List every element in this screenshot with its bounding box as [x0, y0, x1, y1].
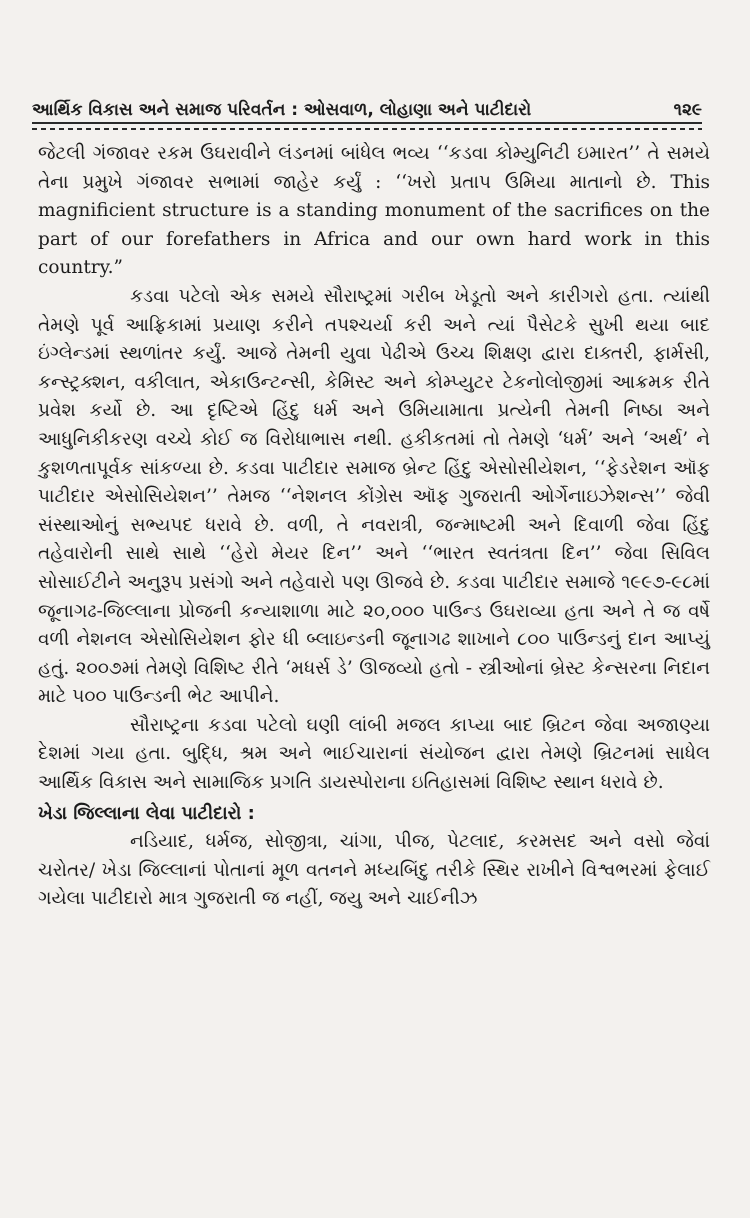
running-header [32, 86, 702, 120]
paragraph-3: સૌરાષ્ટ્રના કડવા પટેલો ઘણી લાંબી મજલ કાપ્યા બાદ બ્રિટન જેવા અજાણ્યા દેશમાં ગયા હતા. બુદ્ધિ, શ્રમ અને ભાઈચારાનાં સંયોજન દ્વારા તેમણે બ્રિટનમાં સાધેલ આર્થિક વિકાસ અને સામાજિક પ્રગતિ ડાયસ્પોરાના ઇતિહાસમાં વિશિષ્ટ સ્થાન ધરાવે છે. [38, 714, 710, 794]
header-rule [32, 122, 702, 130]
body-text [38, 140, 710, 914]
paragraph-2: કડવા પટેલો એક સમયે સૌરાષ્ટ્રમાં ગરીબ ખેડૂતો અને કારીગરો હતા. ત્યાંથી તેમણે પૂર્વ આફ્રિકામાં પ્રયાણ કરીને તપશ્ચર્યા કરી અને ત્યાં પૈસેટકે સુખી થયા બાદ ઇંગ્લેન્ડમાં સ્થળાંતર કર્યું. આજે તેમની યુવા પેઢીએ ઉચ્ચ શિક્ષણ દ્વારા દાક્તરી, ફાર્મસી, કન્સ્ટ્રક્શન, વકીલાત, એકાઉન્ટન્સી, કેમિસ્ટ અને કોમ્પ્યુટર ટેકનોલોજીમાં આક્રમક રીતે પ્રવેશ કર્યો છે. આ દૃષ્ટિએ હિંદુ ધર્મ અને ઉમિયામાતા પ્રત્યેની તેમની નિષ્ઠા અને આધુનિકીકરણ વચ્ચે કોઈ જ વિરોધાભાસ નથી. હકીકતમાં તો તેમણે ‘ધર્મ’ અને ‘અર્થ’ ને કુશળતાપૂર્વક સાંકળ્યા છે. કડવા પાટીદાર સમાજ બ્રેન્ટ હિંદુ એસોસીયેશન, ‘‘ફેડરેશન ઑફ પાટીદાર એસોસિયેશન’’ તેમજ ‘‘નેશનલ કોંગ્રેસ ઑફ ગુજરાતી ઓર્ગેનાઇઝેશન્સ’’ જેવી સંસ્થાઓનું સભ્યપદ ધરાવે છે. વળી, તે નવરાત્રી, જન્માષ્ટમી અને દિવાળી જેવા હિંદુ તહેવારોની સાથે સાથે ‘‘હેરો મેયર દિન’’ અને ‘‘ભારત સ્વતંત્રતા દિન’’ જેવા સિવિલ સોસાઈટીને અનુરૂપ પ્રસંગો અને તહેવારો પણ ઊજવે છે. કડવા પાટીદાર સમાજે ૧૯૯૭-૯૮માં જૂનાગઢ-જિલ્લાના પ્રોજની કન્યાશાળા માટે ૨૦,૦૦૦ પાઉન્ડ ઉઘરાવ્યા હતા અને તે જ વર્ષે વળી નેશનલ એસોસિયેશન ફોર ધી બ્લાઇન્ડની જૂનાગઢ શાખાને ૮૦૦ પાઉન્ડનું દાન આપ્યું હતું. ૨૦૦૭માં તેમણે વિશિષ્ટ રીતે ‘મધર્સ ડે’ ઊજવ્યો હતો - સ્ત્રીઓનાં બ્રેસ્ટ કેન્સરના નિદાન માટે ૫૦૦ પાઉન્ડની ભેટ આપીને. [38, 285, 710, 708]
page-number: ૧૨૯ [673, 100, 702, 120]
paragraph-4: નડિયાદ, ધર્મજ, સોજીત્રા, ચાંગા, પીજ, પેટલાદ, કરમસદ અને વસો જેવાં ચરોતર/ ખેડા જિલ્લાનાં પોતાનાં મૂળ વતનને મધ્યબિંદુ તરીકે સ્થિર રાખીને વિશ્વભરમાં ફેલાઈ ગયેલા પાટીદારો માત્ર ગુજરાતી જ નહીં, જયુ અને ચાઈનીઝ [38, 831, 710, 910]
header-title: આર્થિક વિકાસ અને સમાજ પરિવર્તન : ઓસવાળ, લોહાણા અને પાટીદારો [32, 100, 532, 120]
section-subheading: ખેડા જિલ્લાના લેવા પાટીદારો : [38, 802, 255, 824]
paragraph-1: જેટલી ગંજાવર રકમ ઉઘરાવીને લંડનમાં બાંધેલ ભવ્ય ‘‘કડવા કોમ્યુનિટી ઇમારત’’ તે સમયે તેના પ્રમુખે ગંજાવર સભામાં જાહેર કર્યું : ‘‘ખરો પ્રતાપ ઉમિયા માતાનો છે. This magnificient structure is a standing monument of the sacrifices on the part of our forefathers in Africa and our own hard work in this country.” [38, 143, 710, 279]
